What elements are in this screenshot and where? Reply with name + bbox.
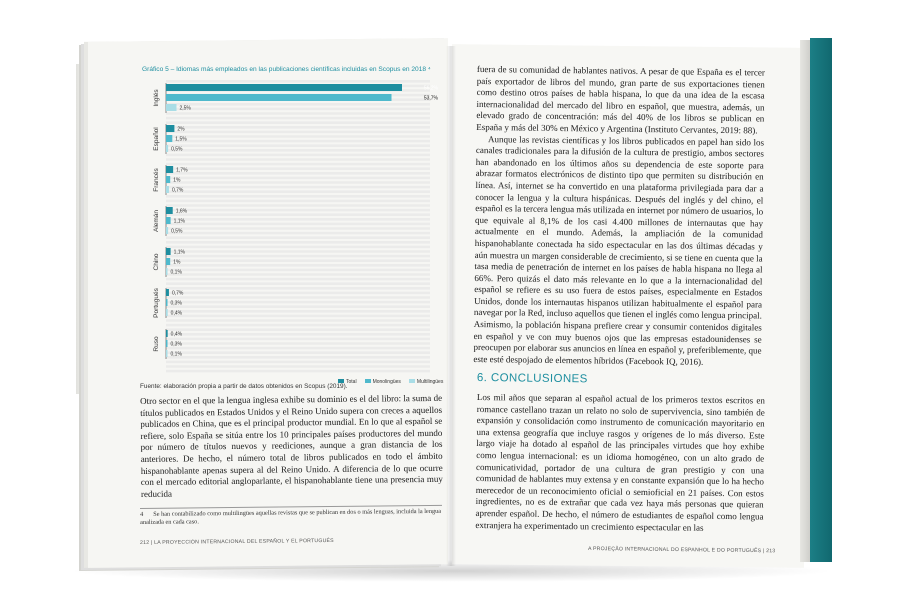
grid-stripe xyxy=(166,121,430,124)
bar-ruso-1 xyxy=(166,340,168,347)
legend-item-total xyxy=(338,379,357,385)
grid-stripe xyxy=(166,361,430,364)
footnote-text: Se han contabilizado como multilingües aquellas revistas que se publican en dos o más lenguas, incluida la lengua analizada en cada caso. xyxy=(140,507,442,527)
grid-stripe xyxy=(166,140,430,143)
bar-chart xyxy=(140,80,440,375)
grid-stripe xyxy=(166,223,430,226)
grid-stripe xyxy=(166,259,430,262)
left-body-text: Otro sector en el que la lengua inglesa exhibe su dominio es el del libro: la suma de títulos publicados en Estados Unidos y el Reino Unido supera con creces a aquellos publicados en China, que es el principal productor mundial. En lo que al español se refiere, solo España se sitúa entre los 10 principales países productores del mundo por número de títulos nuevos y reediciones, aunque a gran distancia de los anteriores. De hecho, el número total de libros publicados en todo el ámbito hispanohablante apenas supera al del Reino Unido. A diferencia de lo que ocurre con el mercado editorial angloparlante, el hispanohablante tiene una presencia muy reducida xyxy=(140,392,443,499)
legend-label-monolingues: Monolingües xyxy=(372,378,401,385)
legend-item-monolingues xyxy=(365,379,401,385)
footnote xyxy=(140,505,442,528)
grid-stripe xyxy=(166,328,430,331)
grid-stripe xyxy=(166,324,430,327)
data-label: 1,7% xyxy=(176,167,188,174)
grid-stripe xyxy=(166,167,430,170)
grid-stripe xyxy=(166,158,430,161)
grid-stripe xyxy=(166,264,430,267)
grid-stripe xyxy=(166,103,430,106)
data-label: 2,5% xyxy=(179,105,191,112)
data-label: 0,3% xyxy=(170,341,182,348)
bar-portugués-0 xyxy=(166,289,169,296)
grid-stripe xyxy=(166,186,430,189)
bar-español-2 xyxy=(166,145,168,152)
grid-stripe xyxy=(166,333,430,336)
legend-swatch-monolingues xyxy=(365,379,371,383)
data-label: 0,4% xyxy=(170,331,183,338)
grid-stripe xyxy=(166,319,430,322)
grid-stripe xyxy=(166,232,430,235)
grid-stripe xyxy=(166,218,430,221)
grid-stripe xyxy=(166,305,430,308)
category-label: Chino xyxy=(153,253,160,271)
bar-francés-0 xyxy=(166,166,173,173)
data-label: 1% xyxy=(173,177,181,184)
data-label: 56,2% xyxy=(423,85,438,92)
bar-inglés-1 xyxy=(166,94,392,101)
data-label: 0,1% xyxy=(170,351,182,358)
data-label: 0,3% xyxy=(170,300,182,307)
bar-inglés-2 xyxy=(166,104,176,111)
category-label: Inglés xyxy=(153,89,160,107)
category-label: Francés xyxy=(153,168,160,192)
bar-inglés-0 xyxy=(166,84,402,91)
grid-stripe xyxy=(166,204,430,207)
data-label: 0,7% xyxy=(171,187,184,194)
grid-stripe xyxy=(166,310,430,313)
grid-stripe xyxy=(166,213,430,216)
grid-stripe xyxy=(166,200,430,203)
paragraph-1: fuera de su comunidad de hablantes nativos. A pesar de que España es el tercer país exportador de libros del mundo, gran parte de sus exportaciones tienen como destino otros países de habla hispana, lo que da una idea de la escasa internacionalidad del mercado del libro en español, que muestra, además, un elevado grado de concentración: más del 40% de los libros se publican en España y más del 30% en México y Argentina (Instituto Cervantes, 2019: 88). xyxy=(476,64,765,136)
chart-svg xyxy=(140,80,440,375)
bar-chino-2 xyxy=(166,268,168,275)
data-label: 1,1% xyxy=(173,249,186,256)
bar-alemán-0 xyxy=(166,207,173,214)
back-cover xyxy=(810,38,832,562)
bar-alemán-1 xyxy=(166,217,171,224)
paragraph-2: Aunque las revistas científicas y los libros publicados en papel han sido los canales tradicionales para la difusión de la cultura de prestigio, ambos sectores han abandonado en los últimos años su dependencia de este soporte para abrazar formatos electrónicos de distinto tipo que permiten su distribución en línea. Así, internet se ha convertido en una plataforma privilegiada para dar a conocer la lengua y la cultura hispánicas. Después del inglés y del chino, el español es la tercera lengua más utilizada en internet por número de usuarios, lo que equivale al 8,1% de los casi 4.400 millones de internautas que hay actualmente en el mundo. Además, la ampliación de la comunidad hispanohablante conectada ha sido espectacular en las dos últimas décadas y aún muestra un margen considerable de crecimiento, si se tiene en cuenta que la tasa media de penetración de internet en los países de habla hispana no llega al 66%. Pero quizás el dato más relevante en lo que a la internacionalidad del español se refiere es su uso fuera de estos países, especialmente en Estados Unidos, donde los internautas hispanos utilizan habitualmente el español para navegar por la Red, incluso aquellos que tienen el inglés como lengua principal. Asimismo, la población hispana prefiere crear y consumir contenidos digitales en español y ve con muy buenos ojos que las empresas estadounidenses se preocupen por elaborar sus anuncios en línea en español y, preferiblemente, que este esté despojado de elementos híbridos (Facebook IQ, 2016). xyxy=(473,133,765,367)
grid-stripe xyxy=(166,131,430,134)
data-label: 1% xyxy=(173,259,181,266)
grid-stripe xyxy=(166,144,430,147)
grid-stripe xyxy=(166,269,430,272)
data-label: 0,5% xyxy=(171,146,183,153)
category-label: Español xyxy=(153,127,160,151)
right-body-text xyxy=(473,64,765,369)
grid-stripe xyxy=(166,255,430,258)
footnote-number: 4 xyxy=(140,510,144,518)
data-label: 53,7% xyxy=(423,95,438,102)
grid-stripe xyxy=(166,177,430,180)
legend-swatch-multilingues xyxy=(409,379,415,383)
grid-stripe xyxy=(166,282,430,285)
left-page-footer: 212 | LA PROYECCIÓN INTERNACIONAL DEL ESPAÑOL Y EL PORTUGUÉS xyxy=(140,537,334,546)
grid-stripe xyxy=(166,315,430,318)
grid-stripe xyxy=(166,209,430,212)
book-gutter xyxy=(446,46,456,566)
grid-stripe xyxy=(166,296,430,299)
legend-label-total: Total xyxy=(346,378,357,385)
grid-stripe xyxy=(166,338,430,341)
bar-portugués-1 xyxy=(166,299,168,306)
data-label: 0,7% xyxy=(171,290,184,297)
bar-chino-0 xyxy=(166,248,171,255)
grid-stripe xyxy=(166,246,430,249)
bar-ruso-2 xyxy=(166,350,168,357)
bar-francés-2 xyxy=(166,186,169,193)
legend-label-multilingues: Multilingües xyxy=(416,378,444,385)
data-label: 1,6% xyxy=(175,208,188,215)
legend-swatch-total xyxy=(338,379,344,383)
chart-source: Fuente: elaboración propia a partir de datos obtenidos en Scopus (2019). xyxy=(140,383,348,390)
bar-chino-1 xyxy=(166,258,170,265)
data-label: 0,5% xyxy=(171,228,183,235)
grid-stripe xyxy=(166,172,430,175)
grid-stripe xyxy=(166,135,430,138)
left-edge-teal-mark xyxy=(80,150,88,260)
data-label: 2% xyxy=(177,126,185,133)
grid-stripe xyxy=(166,370,430,373)
grid-stripe xyxy=(166,163,430,166)
grid-stripe xyxy=(166,292,430,295)
data-label: 1,1% xyxy=(173,218,186,225)
grid-stripe xyxy=(166,356,430,359)
grid-stripe xyxy=(166,365,430,368)
bar-ruso-0 xyxy=(166,330,168,337)
bar-francés-1 xyxy=(166,176,170,183)
grid-stripe xyxy=(166,278,430,281)
grid-stripe xyxy=(166,227,430,230)
legend-item-multilingues xyxy=(409,379,443,385)
grid-stripe xyxy=(166,195,430,198)
grid-stripe xyxy=(166,236,430,239)
grid-stripe xyxy=(166,181,430,184)
grid-stripe xyxy=(166,117,430,120)
grid-stripe xyxy=(166,112,430,115)
right-page-edges xyxy=(800,40,810,562)
conclusions-text: Los mil años que separan al español actual de los primeros textos escritos en romance castellano trazan un relato no solo de supervivencia, sino también de expansión y consolidación como instrumento de comunicación mayoritario en una extensa geografía que incluye rasgos y orígenes de lo más diverso. Este largo viaje ha dotado al español de las principales virtudes que hoy exhibe como lengua internacional: es un idioma homogéneo, con un alto grado de comunicatividad, portador de una cultura de gran prestigio y con una comunidad de hablantes muy extensa y en constante expansión que lo ha hecho merecedor de un reconocimiento oficial o semioficial en 21 países. Con estos ingredientes, no es de extrañar que cada vez haya más personas que quieran aprender español. De hecho, el número de estudiantes de español como lengua extranjera ha experimentado un crecimiento espectacular en las xyxy=(475,392,765,533)
grid-stripe xyxy=(166,126,430,129)
section-heading: 6. CONCLUSIONES xyxy=(476,372,588,386)
category-label: Portugués xyxy=(153,288,160,318)
grid-stripe xyxy=(166,342,430,345)
grid-stripe xyxy=(166,80,430,83)
data-label: 0,1% xyxy=(170,269,182,276)
data-label: 0,4% xyxy=(170,310,183,317)
grid-stripe xyxy=(166,301,430,304)
grid-stripe xyxy=(166,154,430,157)
bar-español-1 xyxy=(166,135,172,142)
grid-stripe xyxy=(166,250,430,253)
data-label: 1,5% xyxy=(175,136,187,143)
chart-title: Gráfico 5 – Idiomas más empleados en las publicaciones científicas incluidas en Scopus en 2018 ⁴ xyxy=(142,66,431,73)
bar-portugués-2 xyxy=(166,309,168,316)
grid-stripe xyxy=(166,241,430,244)
grid-stripe xyxy=(166,351,430,354)
chart-legend xyxy=(338,377,448,386)
grid-stripe xyxy=(166,273,430,276)
grid-stripe xyxy=(166,347,430,350)
left-edge-teal-mark-lower xyxy=(80,290,88,350)
bar-español-0 xyxy=(166,125,174,132)
right-page-footer: A PROJEÇÃO INTERNACIONAL DO ESPANHOL E DO PORTUGUÊS | 213 xyxy=(587,546,776,555)
category-label: Ruso xyxy=(153,336,160,352)
bar-alemán-2 xyxy=(166,227,168,234)
grid-stripe xyxy=(166,287,430,290)
category-label: Alemán xyxy=(153,209,160,233)
